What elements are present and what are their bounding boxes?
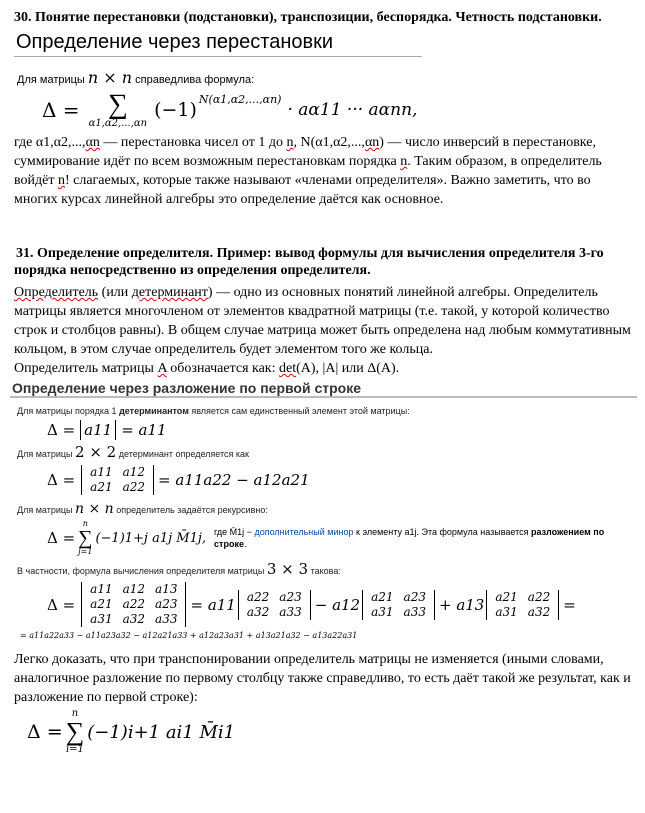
text: где M̄1j − bbox=[214, 527, 252, 537]
matrix-cell: a12 bbox=[122, 582, 146, 596]
text: = bbox=[563, 595, 576, 614]
text: такова: bbox=[310, 566, 341, 576]
expansion-formula: = a11a22a33 − a11a23a32 − a12a21a33 + a12a23a31 + a13a21a32 − a13a22a31 bbox=[20, 631, 358, 640]
text: = a11a22 − a12a21 bbox=[158, 471, 310, 489]
matrix-cell: a13 bbox=[155, 582, 178, 596]
matrix-cell: a32 bbox=[246, 604, 270, 619]
matrix-cell: a33 bbox=[279, 604, 302, 619]
text: αn bbox=[85, 135, 100, 150]
column-formula bbox=[27, 709, 637, 755]
matrix-cell: a12 bbox=[122, 465, 146, 479]
text: Δ = bbox=[47, 595, 76, 614]
text: n bbox=[286, 135, 294, 150]
sum-subscript: α1,α2,...,αn bbox=[88, 118, 148, 129]
text: Для матрицы порядка 1 bbox=[17, 406, 120, 416]
text: n bbox=[57, 173, 65, 188]
text: Определитель матрицы bbox=[14, 361, 158, 376]
matrix-cell: a23 bbox=[403, 589, 426, 604]
text: 3 × 3 bbox=[266, 560, 309, 578]
text: (A), |A| или Δ(A). bbox=[296, 361, 400, 376]
text: 2 × 2 bbox=[75, 443, 117, 461]
text: a11 bbox=[80, 420, 116, 440]
transpose-paragraph: Легко доказать, что при транспонировании определитель матрицы не изменяется (иными словами, аналогичное разложение по первому столбцу также справедливо, то есть даёт такой же результат, как и разложение по первой строке): bbox=[14, 652, 631, 705]
order2-formula bbox=[47, 465, 637, 495]
text bbox=[214, 526, 637, 550]
text: = a11 bbox=[121, 421, 167, 439]
matrix-cell: a11 bbox=[90, 465, 113, 479]
text: n bbox=[400, 154, 408, 169]
minor-3 bbox=[486, 590, 559, 620]
matrix-cell: a33 bbox=[403, 604, 426, 619]
heading-row-expansion: Определение через разложение по первой строке bbox=[12, 380, 362, 396]
matrix-cell: a31 bbox=[371, 604, 394, 619]
text: n × n bbox=[75, 501, 114, 517]
intro-math: n × n bbox=[87, 68, 133, 87]
text: Δ = bbox=[47, 421, 76, 439]
formula-product: · aα11 ··· aαnn, bbox=[287, 100, 418, 120]
matrix-cell: a33 bbox=[155, 612, 178, 626]
ordern-text bbox=[17, 501, 637, 518]
text: определитель задаётся рекурсивно: bbox=[116, 505, 268, 515]
text: разложением по строке bbox=[214, 527, 605, 549]
text: В частности, формула вычисления определителя матрицы bbox=[17, 566, 265, 576]
text: n bbox=[71, 708, 79, 719]
text: ) — число инверсий в перестановке, суммирование идёт по всем возможным перестановкам порядка bbox=[14, 135, 596, 169]
text: Для матрицы bbox=[17, 449, 73, 459]
formula-lhs: Δ = bbox=[42, 98, 80, 122]
sum-block bbox=[89, 91, 148, 129]
text: (или bbox=[98, 285, 132, 300]
matrix-2x2 bbox=[81, 465, 154, 495]
intro-text: Для матрицы bbox=[17, 74, 85, 86]
text: j=1 bbox=[78, 547, 93, 556]
formula-exponent: N(α1,α2,...,αn) bbox=[198, 93, 282, 106]
text: ! слагаемых, которые также называют «членами определителя». Важно заметить, что во многих курсах линейной алгебры это определение даётся как основное. bbox=[14, 173, 591, 207]
minor-link[interactable]: дополнительный минор bbox=[254, 527, 354, 537]
text: + a13 bbox=[438, 595, 485, 614]
text: к элементу a1j. Эта формула называется bbox=[356, 527, 529, 537]
sum-symbol: ∑ bbox=[65, 717, 85, 746]
text: обозначается как: bbox=[166, 361, 280, 376]
matrix-cell: a22 bbox=[527, 589, 551, 604]
sum-symbol: ∑ bbox=[107, 89, 128, 120]
matrix-cell: a32 bbox=[527, 604, 551, 619]
text: является сам единственный элемент этой матрицы: bbox=[188, 406, 410, 416]
minor-2 bbox=[362, 590, 435, 620]
matrix-cell: a23 bbox=[155, 597, 178, 611]
text: Δ = bbox=[27, 721, 63, 743]
order1-formula bbox=[47, 420, 637, 440]
text: Для матрицы bbox=[17, 505, 73, 515]
recursive-formula bbox=[47, 520, 637, 556]
text: — перестановка чисел от 1 до bbox=[99, 135, 287, 150]
text: . Таким образом, в определитель войдёт bbox=[14, 154, 602, 188]
matrix-cell: a22 bbox=[122, 480, 146, 494]
text: ) — одно из основных понятий линейной алгебры. Определитель матрицы является многочленом от элементов квадратной матрицы (т.е. такой, у которой количество строк и столбцов равны). В общем случае матрица может быть определена над любым коммутативным кольцом, в этом случае определитель будет элементом того же кольца. bbox=[14, 285, 631, 357]
text: детерминантом bbox=[119, 406, 189, 416]
text: i=1 bbox=[65, 744, 84, 755]
order2-text bbox=[17, 443, 637, 463]
text: − a12 bbox=[314, 595, 361, 614]
heading-permutations: Определение через перестановки bbox=[16, 31, 334, 53]
sum-block bbox=[78, 520, 92, 556]
determinant-paragraph bbox=[14, 283, 637, 378]
text: αn bbox=[364, 135, 380, 150]
matrix-cell: a21 bbox=[90, 597, 113, 611]
text: где α1,α2,..., bbox=[14, 135, 86, 150]
text: Δ = bbox=[47, 471, 76, 489]
intro-line bbox=[17, 69, 637, 89]
section-31-title: 31. Определение определителя. Пример: вывод формулы для вычисления определителя 3-го порядка непосредственно из определения определителя. bbox=[14, 246, 604, 278]
text: детерминант bbox=[131, 285, 208, 300]
matrix-cell: a21 bbox=[495, 589, 518, 604]
matrix-cell: a11 bbox=[90, 582, 113, 596]
order1-text bbox=[17, 405, 637, 417]
matrix-cell: a22 bbox=[246, 589, 270, 604]
intro-text-post: справедлива формула: bbox=[135, 74, 255, 86]
text: . bbox=[243, 539, 247, 549]
heading-divider bbox=[14, 56, 422, 57]
matrix-cell: a21 bbox=[90, 480, 113, 494]
text: (−1)1+j a1j M̄1j, bbox=[95, 530, 207, 546]
permutation-paragraph bbox=[14, 133, 637, 209]
text: детерминант определяется как bbox=[118, 449, 249, 459]
matrix-cell: a31 bbox=[90, 612, 113, 626]
sum-block bbox=[66, 709, 85, 755]
matrix-cell: a23 bbox=[279, 589, 302, 604]
formula-sign: (−1) bbox=[154, 99, 197, 121]
matrix-cell: a22 bbox=[122, 597, 146, 611]
heading-divider bbox=[10, 396, 637, 398]
sum-symbol: ∑ bbox=[78, 527, 93, 549]
text: A bbox=[157, 361, 167, 376]
order3-text bbox=[17, 560, 637, 580]
matrix-cell: a31 bbox=[495, 604, 518, 619]
text: , N(α1,α2,..., bbox=[293, 135, 365, 150]
permutation-formula bbox=[42, 91, 637, 129]
order3-formula bbox=[47, 582, 637, 627]
matrix-cell: a21 bbox=[371, 589, 394, 604]
text: Δ = bbox=[47, 529, 76, 547]
matrix-3x3 bbox=[81, 582, 186, 627]
text: = a11 bbox=[190, 595, 236, 614]
text: det bbox=[279, 361, 297, 376]
text: Определитель bbox=[14, 285, 99, 300]
minor-1 bbox=[238, 590, 311, 620]
text: (−1)i+1 ai1 M̄i1 bbox=[87, 721, 236, 743]
matrix-cell: a32 bbox=[122, 612, 146, 626]
section-30-title: 30. Понятие перестановки (подстановки), транспозиции, беспорядка. Четность подстановки. bbox=[14, 10, 602, 25]
text: n bbox=[82, 519, 88, 528]
